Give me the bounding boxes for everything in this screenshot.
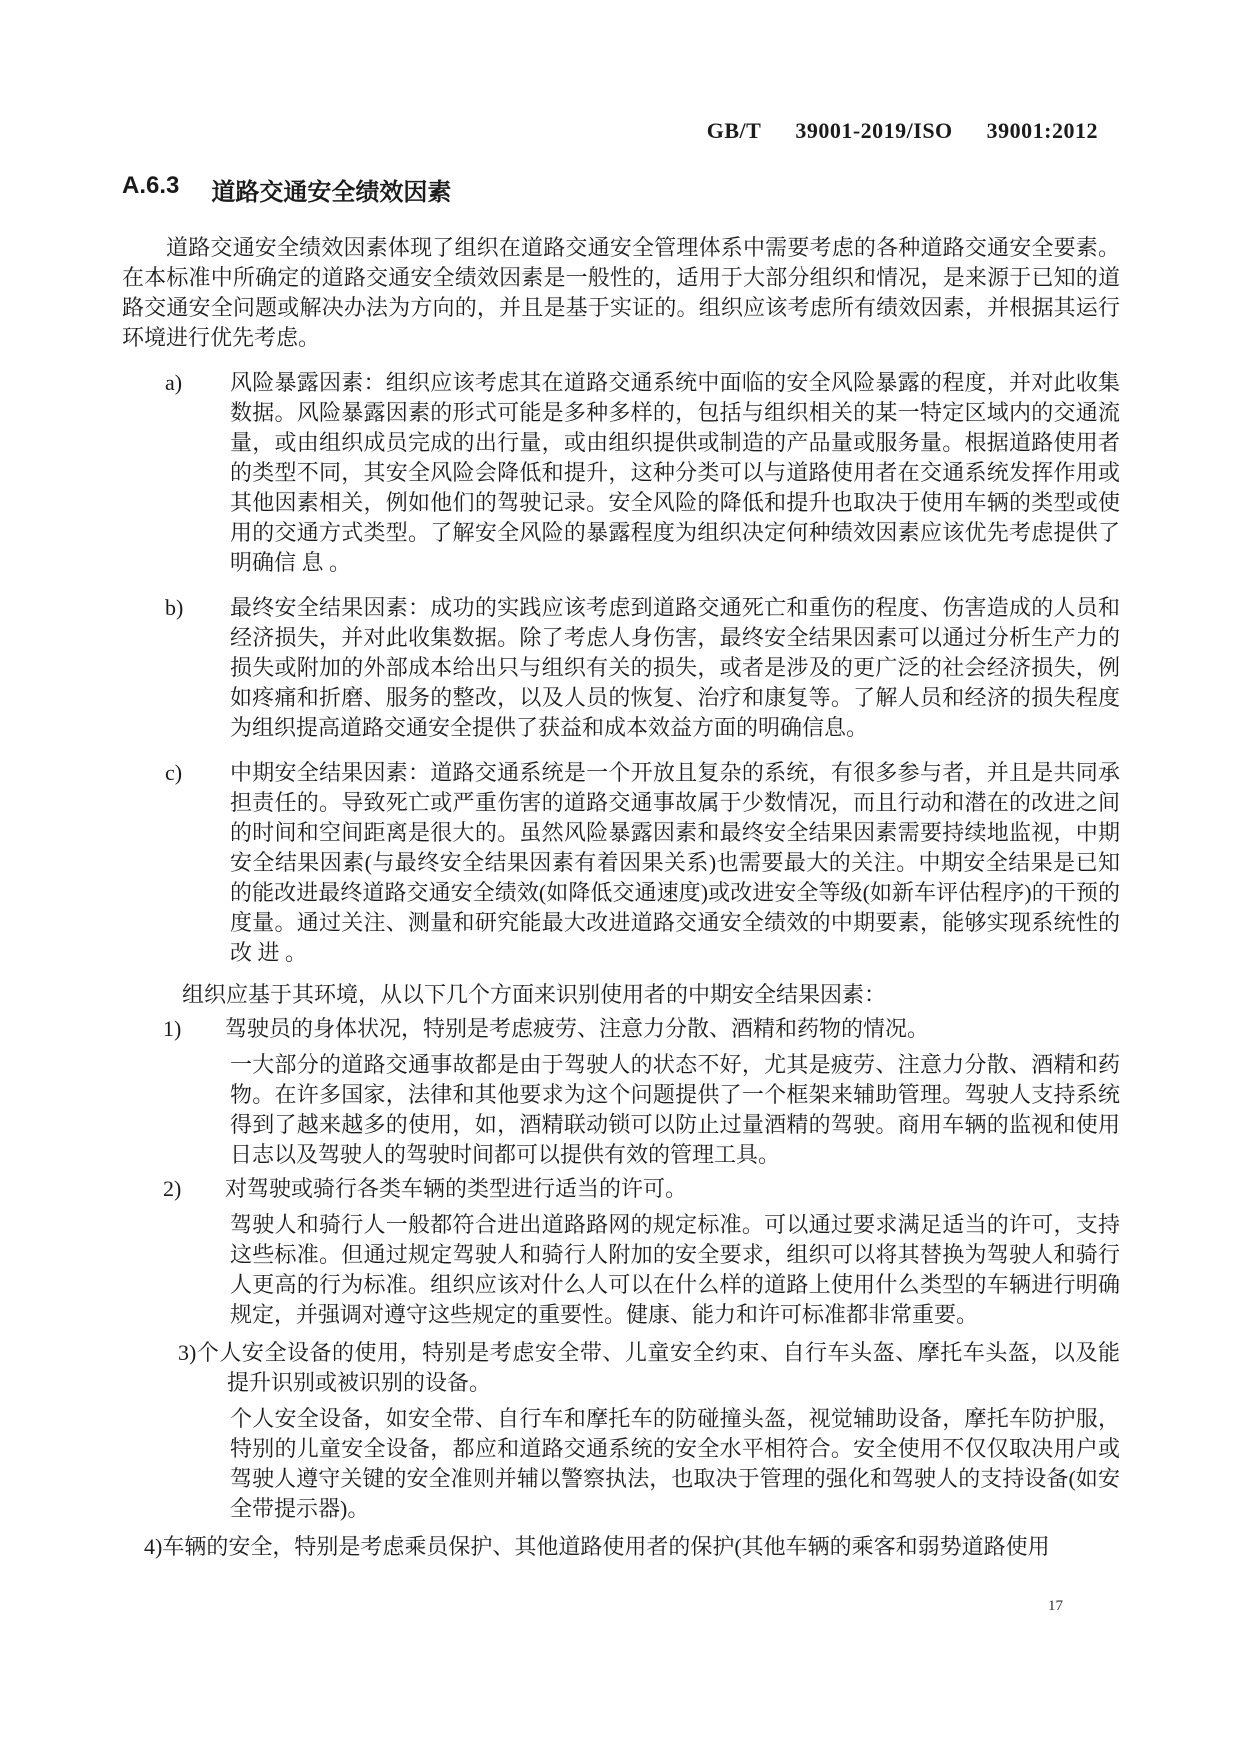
item-title-2: 对驾驶或骑行各类车辆的类型进行适当的许可。 — [225, 1176, 688, 1201]
numbered-item-1 — [163, 1014, 1120, 1044]
section-heading — [122, 172, 1120, 207]
lettered-item-a — [165, 368, 1120, 578]
item-text-a: 风险暴露因素：组织应该考虑其在道路交通系统中面临的安全风险暴露的程度，并对此收集数据。风险暴露因素的形式可能是多种多样的，包括与组织相关的某一特定区域内的交通流量，或由组织成员完成的出行量，或由组织提供或制造的产品量或服务量。根据道路使用者的类型不同，其安全风险会降低和提升，这种分类可以与道路使用者在交通系统发挥作用或其他因素相关，例如他们的驾驶记录。安全风险的降低和提升也取决于使用车辆的类型或使用的交通方式类型。了解安全风险的暴露程度为组织决定何种绩效因素应该优先考虑提供了明确信 息 。 — [230, 370, 1120, 575]
numbered-item-2 — [163, 1174, 1120, 1204]
item-marker-3: 3) — [178, 1340, 197, 1365]
document-page — [122, 0, 1120, 1562]
item-text-b: 最终安全结果因素：成功的实践应该考虑到道路交通死亡和重伤的程度、伤害造成的人员和经济损失，并对此收集数据。除了考虑人身伤害，最终安全结果因素可以通过分析生产力的损失或附加的外部成本给出只与组织有关的损失，或者是涉及的更广泛的社会经济损失，例如疼痛和折磨、服务的整改，以及人员的恢复、治疗和康复等。了解人员和经济的损失程度为组织提高道路交通安全提供了获益和成本效益方面的明确信息。 — [230, 595, 1120, 740]
item-marker-c: c) — [165, 760, 183, 785]
lettered-item-c — [165, 758, 1120, 968]
standard-code-gbt: GB/T — [706, 118, 762, 143]
numbered-item-4 — [144, 1532, 1120, 1562]
item-marker-4: 4) — [144, 1534, 163, 1559]
standard-code-iso: 39001:2012 — [986, 118, 1098, 143]
standard-code-number: 39001-2019/ISO — [795, 118, 953, 143]
item-title-1: 驾驶员的身体状况，特别是考虑疲劳、注意力分散、酒精和药物的情况。 — [225, 1016, 930, 1041]
item-marker-2: 2) — [163, 1176, 182, 1201]
item-text-c: 中期安全结果因素：道路交通系统是一个开放且复杂的系统，有很多参与者，并且是共同承担责任的。导致死亡或严重伤害的道路交通事故属于少数情况，而且行动和潜在的改进之间的时间和空间距离是很大的。虽然风险暴露因素和最终安全结果因素需要持续地监视，中期安全结果因素(与最终安全结果因素有着因果关系)也需要最大的关注。中期安全结果是已知的能改进最终道路交通安全绩效(如降低交通速度)或改进安全等级(如新车评估程序)的干预的度量。通过关注、测量和研究能最大改进道路交通安全绩效的中期要素，能够实现系统性的改 进 。 — [230, 760, 1120, 965]
intro-paragraph: 道路交通安全绩效因素体现了组织在道路交通安全管理体系中需要考虑的各种道路交通安全要素。在本标准中所确定的道路交通安全绩效因素是一般性的，适用于大部分组织和情况，是来源于已知的道路交通安全问题或解决办法为方向的，并且是基于实证的。组织应该考虑所有绩效因素，并根据其运行环境进行优先考虑。 — [122, 235, 1120, 350]
item-title-4: 车辆的安全，特别是考虑乘员保护、其他道路使用者的保护(其他车辆的乘客和弱势道路使用 — [162, 1534, 1050, 1559]
item-title-3: 个人安全设备的使用，特别是考虑安全带、儿童安全约束、自行车头盔、摩托车头盔，以及能提升识别或被识别的设备。 — [196, 1340, 1120, 1395]
page-number: 17 — [1048, 1598, 1063, 1614]
numbered-item-2-body: 驾驶人和骑行人一般都符合进出道路路网的规定标准。可以通过要求满足适当的许可，支持这些标准。但通过规定驾驶人和骑行人附加的安全要求，组织可以将其替换为驾驶人和骑行人更高的行为标准。组织应该对什么人可以在什么样的道路上使用什么类型的车辆进行明确规定，并强调对遵守这些规定的重要性。健康、能力和许可标准都非常重要。 — [230, 1212, 1120, 1327]
transition-paragraph: 组织应基于其环境，从以下几个方面来识别使用者的中期安全结果因素： — [182, 982, 887, 1007]
item-marker-a: a) — [165, 370, 183, 395]
lettered-item-b — [165, 593, 1120, 743]
section-number: A.6.3 — [122, 172, 180, 199]
running-header — [122, 118, 1120, 144]
numbered-item-3-body: 个人安全设备，如安全带、自行车和摩托车的防碰撞头盔，视觉辅助设备，摩托车防护服，特别的儿童安全设备，都应和道路交通系统的安全水平相符合。安全使用不仅仅取决用户或驾驶人遵守关键的安全准则并辅以警察执法，也取决于管理的强化和驾驶人的支持设备(如安全带提示器)。 — [230, 1406, 1120, 1521]
numbered-item-3 — [178, 1338, 1120, 1398]
section-title: 道路交通安全绩效因素 — [211, 179, 452, 206]
numbered-item-1-body: 一大部分的道路交通事故都是由于驾驶人的状态不好，尤其是疲劳、注意力分散、酒精和药物。在许多国家，法律和其他要求为这个问题提供了一个框架来辅助管理。驾驶人支持系统得到了越来越多的使用，如，酒精联动锁可以防止过量酒精的驾驶。商用车辆的监视和使用日志以及驾驶人的驾驶时间都可以提供有效的管理工具。 — [230, 1052, 1120, 1167]
item-marker-b: b) — [165, 595, 184, 620]
item-marker-1: 1) — [163, 1016, 182, 1041]
